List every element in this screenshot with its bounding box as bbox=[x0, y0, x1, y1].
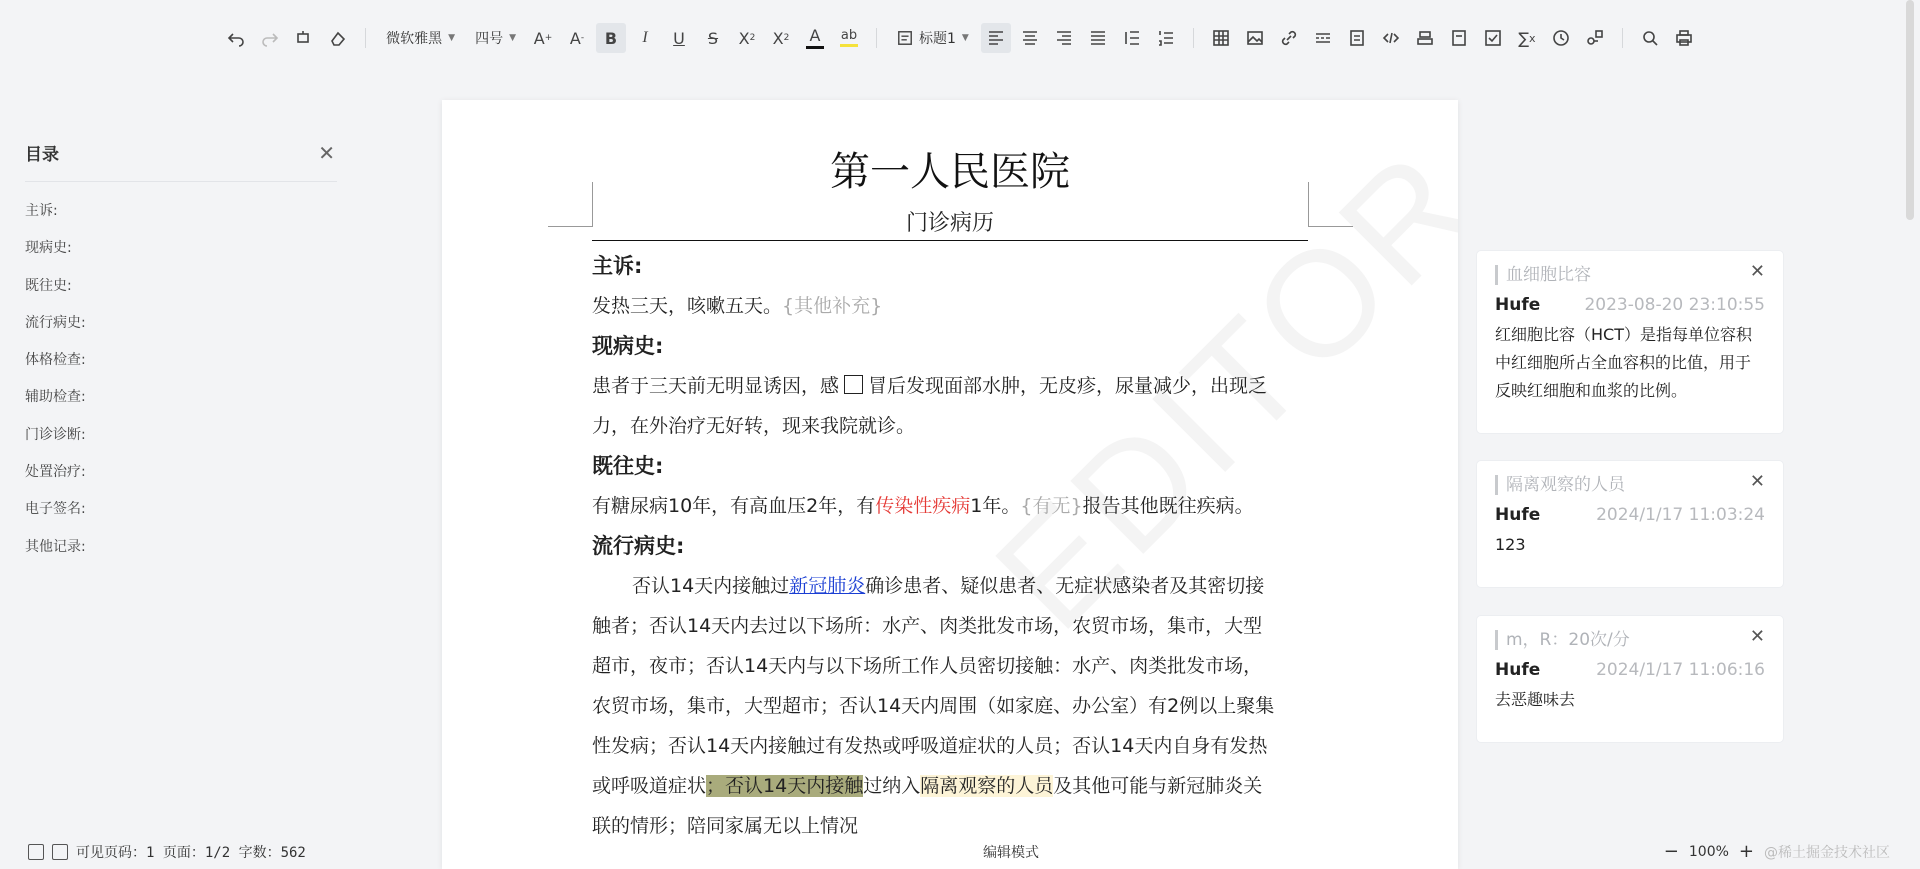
comment-user: Hufe bbox=[1495, 295, 1541, 315]
superscript-icon[interactable]: X 2 bbox=[738, 28, 756, 48]
close-icon[interactable]: ✕ bbox=[1749, 261, 1765, 282]
latex-icon[interactable]: ∑ x bbox=[1518, 28, 1536, 48]
comment-time: 2024/1/17 11:06:16 bbox=[1596, 660, 1765, 680]
comment-card[interactable] bbox=[1476, 250, 1784, 434]
paragraph bbox=[592, 486, 1308, 526]
chevron-down-icon: ▼ bbox=[509, 33, 516, 43]
catalog-panel bbox=[25, 140, 337, 566]
link-icon[interactable] bbox=[1274, 23, 1304, 53]
undo-icon[interactable] bbox=[221, 23, 251, 53]
comment-card[interactable] bbox=[1476, 615, 1784, 743]
text-run: 否认14天内接触过 bbox=[632, 575, 790, 597]
placeholder-field[interactable]: {其他补充} bbox=[782, 295, 883, 317]
table-icon[interactable] bbox=[1206, 23, 1236, 53]
comment-card[interactable] bbox=[1476, 460, 1784, 588]
italic-icon[interactable]: I bbox=[642, 29, 648, 46]
date-icon[interactable] bbox=[1444, 23, 1474, 53]
comment-body: 123 bbox=[1495, 535, 1526, 554]
text-run: 发热三天，咳嗽五天。 bbox=[592, 295, 783, 317]
search-icon[interactable] bbox=[1635, 23, 1665, 53]
paragraph bbox=[592, 566, 1308, 606]
block-icon[interactable] bbox=[1580, 23, 1610, 53]
section-heading: 现病史: bbox=[592, 334, 664, 358]
placeholder-field[interactable]: {有无} bbox=[1020, 495, 1083, 517]
line-spacing-icon[interactable] bbox=[1117, 23, 1147, 53]
text-run: 及其他可能与新冠肺炎关 bbox=[1053, 775, 1263, 797]
catalog-item-chief-complaint[interactable]: 主诉: bbox=[25, 203, 58, 219]
catalog-item-present-illness[interactable]: 现病史: bbox=[25, 240, 72, 257]
paragraph: 触者；否认14天内去过以下场所：水产、肉类批发市场，农贸市场，集市，大型 bbox=[592, 615, 1263, 637]
control-icon[interactable] bbox=[1410, 23, 1440, 53]
text-run: 过纳入 bbox=[863, 775, 921, 797]
comment-title: 隔离观察的人员 bbox=[1495, 475, 1765, 495]
close-icon[interactable]: ✕ bbox=[318, 140, 335, 165]
hyperlink[interactable]: 新冠肺炎 bbox=[789, 575, 866, 597]
font-color-icon[interactable]: A bbox=[800, 23, 830, 53]
status-right bbox=[1664, 841, 1890, 862]
record-subtitle: 门诊病历 bbox=[905, 211, 994, 236]
toolbar-divider bbox=[876, 28, 877, 48]
comment-meta bbox=[1495, 295, 1765, 315]
format-painter-icon[interactable] bbox=[289, 23, 319, 53]
text-run: 或呼吸道症状 bbox=[592, 775, 707, 797]
code-block-icon[interactable] bbox=[1376, 23, 1406, 53]
align-justify-icon[interactable] bbox=[1083, 23, 1113, 53]
font-family-value: 微软雅黑 bbox=[386, 31, 443, 47]
comment-time: 2023-08-20 23:10:55 bbox=[1584, 295, 1765, 315]
print-icon[interactable] bbox=[1669, 23, 1699, 53]
paragraph-icon bbox=[897, 30, 913, 46]
comment-time: 2024/1/17 11:03:24 bbox=[1596, 505, 1765, 525]
paragraph: 超市，夜市；否认14天内与以下场所工作人员密切接触：水产、肉类批发市场， bbox=[592, 655, 1263, 677]
section-heading: 既往史: bbox=[592, 454, 664, 478]
redo-icon[interactable] bbox=[255, 23, 285, 53]
hospital-title: 第一人民医院 bbox=[830, 149, 1070, 195]
catalog-list bbox=[25, 193, 337, 566]
zoom-in-icon[interactable]: + bbox=[1738, 841, 1754, 862]
catalog-item-physical-exam[interactable]: 体格检查: bbox=[25, 352, 86, 369]
toolbar-divider bbox=[1622, 28, 1623, 48]
comment-title: m，R：20次/分 bbox=[1495, 630, 1765, 650]
document-body[interactable] bbox=[592, 246, 1308, 846]
heading-value: 标题1 bbox=[919, 31, 956, 47]
heading-select[interactable] bbox=[889, 23, 977, 53]
selected-text[interactable]: ；否认14天内接触 bbox=[706, 775, 864, 797]
status-bar bbox=[0, 834, 1920, 869]
separator-icon[interactable] bbox=[1308, 23, 1338, 53]
bold-icon[interactable]: B bbox=[596, 23, 626, 53]
close-icon[interactable]: ✕ bbox=[1749, 626, 1765, 647]
comment-title: 血细胞比容 bbox=[1495, 265, 1765, 285]
highlight-icon[interactable]: ab bbox=[834, 23, 864, 53]
catalog-title: 目录 bbox=[25, 145, 59, 165]
comment-user: Hufe bbox=[1495, 660, 1541, 680]
document-page[interactable] bbox=[442, 100, 1458, 869]
font-family-select[interactable] bbox=[378, 23, 463, 53]
text-run: 1年。 bbox=[970, 495, 1021, 517]
page-info: 可见页码：1 页面：1/2 字数：562 bbox=[76, 844, 306, 861]
chevron-down-icon: ▼ bbox=[448, 33, 456, 43]
catalog-item-signature[interactable]: 电子签名: bbox=[25, 501, 86, 518]
catalog-item-past-history[interactable]: 既往史: bbox=[25, 277, 72, 294]
catalog-item-epidemic-history[interactable]: 流行病史: bbox=[25, 314, 86, 331]
comment-body: 红细胞比容（HCT）是指每单位容积中红细胞所占全血容积的比值，用于反映红细胞和血浆的比例。 bbox=[1495, 325, 1752, 400]
chevron-down-icon: ▼ bbox=[961, 33, 969, 43]
paragraph: 性发病；否认14天内接触过有发热或呼吸道症状的人员；否认14天内自身有发热 bbox=[592, 735, 1268, 757]
comment-user: Hufe bbox=[1495, 505, 1541, 525]
font-size-increase-icon[interactable]: A + bbox=[533, 28, 553, 48]
eraser-icon[interactable] bbox=[323, 23, 353, 53]
paragraph: 农贸市场，集市，大型超市；否认14天内周围（如家庭、办公室）有2例以上聚集 bbox=[592, 695, 1275, 717]
catalog-header bbox=[25, 140, 337, 182]
catalog-item-auxiliary-exam[interactable]: 辅助检查: bbox=[25, 389, 86, 406]
paragraph: 力，在外治疗无好转，现来我院就诊。 bbox=[592, 415, 916, 437]
paragraph: 联的情形；陪同家属无以上情况 bbox=[592, 815, 859, 837]
text-run: 有糖尿病10年，有高血压2年，有 bbox=[592, 495, 876, 517]
toolbar-divider bbox=[365, 28, 366, 48]
font-size-decrease-icon[interactable]: A - bbox=[569, 28, 585, 48]
comment-meta bbox=[1495, 660, 1765, 680]
text-run-red: 传染性疾病 bbox=[875, 495, 971, 517]
header-rule bbox=[592, 240, 1308, 241]
editor-mode[interactable]: 编辑模式 bbox=[983, 844, 1039, 861]
align-right-icon[interactable] bbox=[1049, 23, 1079, 53]
catalog-item-treatment[interactable]: 处置治疗: bbox=[25, 464, 86, 481]
catalog-item-other[interactable]: 其他记录: bbox=[25, 538, 86, 555]
underline-icon[interactable]: U bbox=[673, 28, 685, 48]
toolbar-divider bbox=[1193, 28, 1194, 48]
align-center-icon[interactable] bbox=[1015, 23, 1045, 53]
comment-meta bbox=[1495, 505, 1765, 525]
comment-body: 去恶趣味去 bbox=[1495, 690, 1576, 709]
page-break-icon[interactable] bbox=[1342, 23, 1372, 53]
font-size-select[interactable] bbox=[467, 23, 524, 53]
site-watermark: @稀土掘金技术社区 bbox=[1764, 844, 1890, 861]
section-heading: 主诉: bbox=[592, 254, 643, 278]
zoom-out-icon[interactable]: − bbox=[1663, 841, 1679, 862]
font-size-value: 四号 bbox=[475, 31, 504, 47]
clock-icon[interactable] bbox=[1546, 23, 1576, 53]
text-run: 冒后发现面部水肿，无皮疹，尿量减少，出现乏 bbox=[868, 375, 1268, 397]
align-left-icon[interactable] bbox=[981, 23, 1011, 53]
toolbar bbox=[0, 0, 1920, 76]
catalog-item-diagnosis[interactable]: 门诊诊断: bbox=[25, 426, 86, 443]
scrollbar[interactable] bbox=[1906, 0, 1914, 220]
text-run: 报告其他既往疾病。 bbox=[1082, 495, 1254, 517]
text-run: 患者于三天前无明显诱因，感 bbox=[592, 375, 840, 397]
section-heading: 流行病史: bbox=[592, 534, 685, 558]
image-icon[interactable] bbox=[1240, 23, 1270, 53]
commented-text[interactable]: 隔离观察的人员 bbox=[920, 775, 1054, 797]
strikethrough-icon[interactable]: S bbox=[707, 28, 719, 48]
paragraph bbox=[592, 366, 1308, 406]
zoom-level: 100% bbox=[1688, 843, 1729, 860]
paragraph bbox=[592, 766, 1308, 806]
close-icon[interactable]: ✕ bbox=[1749, 471, 1765, 492]
subscript-icon[interactable]: X 2 bbox=[772, 28, 790, 48]
paragraph bbox=[592, 286, 1308, 326]
checkbox-icon[interactable] bbox=[1478, 23, 1508, 53]
text-run: 确诊患者、疑似患者、无症状感染者及其密切接 bbox=[865, 575, 1265, 597]
inline-checkbox[interactable] bbox=[844, 375, 863, 394]
ordered-list-icon[interactable] bbox=[1151, 23, 1181, 53]
